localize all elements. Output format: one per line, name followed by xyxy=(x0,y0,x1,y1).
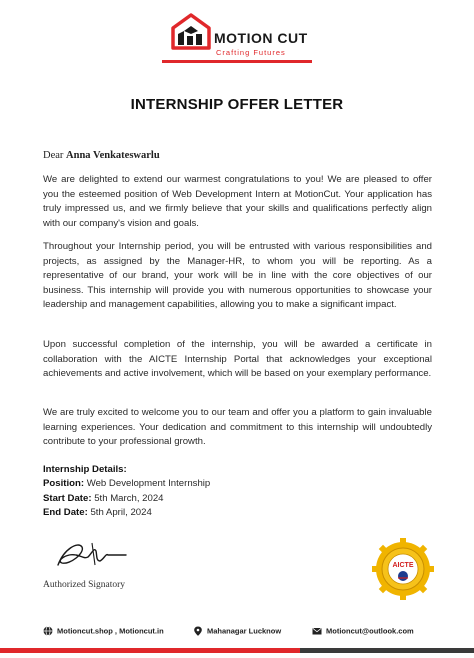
authorized-signatory-label: Authorized Signatory xyxy=(43,580,126,590)
footer-email[interactable] xyxy=(312,626,414,640)
brand-logo xyxy=(170,12,320,58)
location-pin-icon xyxy=(193,626,203,636)
detail-row-position xyxy=(43,477,210,491)
detail-label: Position: xyxy=(43,478,85,490)
footer xyxy=(0,618,474,658)
detail-value: 5th April, 2024 xyxy=(90,507,152,519)
detail-value: 5th March, 2024 xyxy=(94,492,164,504)
brand-tagline: Crafting Futures xyxy=(216,48,286,57)
detail-label: Start Date: xyxy=(43,492,92,504)
header-divider xyxy=(162,60,312,63)
details-heading: Internship Details: xyxy=(43,464,127,475)
recipient-name: Anna Venkateswarlu xyxy=(66,150,160,161)
body-paragraph: We are truly excited to welcome you to our team and offer you a platform to gain invaluable learning experiences. Your dedication and commitment to this internship will undoubtedly contribute to your professional growth. xyxy=(43,407,432,448)
letter-title: INTERNSHIP OFFER LETTER xyxy=(130,96,344,113)
brand-name: MOTION CUT xyxy=(214,30,308,46)
svg-text:AICTE: AICTE xyxy=(392,562,414,569)
body-paragraph: Upon successful completion of the internship, you will be awarded a certificate in collaboration with the AICTE Internship Portal that acknowledges your exceptional achievements and active involvement, which will be based on your exemplary performance. xyxy=(43,339,432,380)
salutation-prefix: Dear xyxy=(43,150,64,161)
mail-icon xyxy=(312,626,322,636)
house-outline-logo-icon xyxy=(170,12,212,56)
footer-accent-bar xyxy=(0,648,300,653)
aicte-seal-icon xyxy=(372,538,434,600)
internship-details xyxy=(43,463,210,521)
footer-location-text: Mahanagar Lucknow xyxy=(207,626,282,636)
detail-label: End Date: xyxy=(43,507,88,519)
body-paragraph: Throughout your Internship period, you will be entrusted with various responsibilities and projects, as assigned by the Manager-HR, to whom you will be reporting. As a representative of our brand, your work will be in line with the core objectives of our business. This internship will provide you with numerous opportunities to showcase your leadership and management capabilities, allowing you to make a significant impact. xyxy=(43,241,432,311)
detail-row-end-date xyxy=(43,506,210,520)
salutation xyxy=(43,150,160,161)
footer-email-text: Motioncut@outlook.com xyxy=(326,626,414,636)
body-paragraph: We are delighted to extend our warmest congratulations to you! We are pleased to offer you the esteemed position of Web Development Intern at MotionCut. Your application has truly impressed us, and we firmly believe that your skills and qualifications perfectly align with our company's vision and goals. xyxy=(43,174,432,229)
detail-value: Web Development Internship xyxy=(86,478,211,490)
footer-websites[interactable] xyxy=(43,626,164,640)
detail-row-start-date xyxy=(43,492,210,506)
footer-dark-bar xyxy=(300,648,474,653)
footer-websites-text: Motioncut.shop , Motioncut.in xyxy=(57,626,164,636)
handwritten-signature xyxy=(52,535,130,573)
footer-location xyxy=(193,626,281,640)
globe-icon xyxy=(43,626,53,636)
